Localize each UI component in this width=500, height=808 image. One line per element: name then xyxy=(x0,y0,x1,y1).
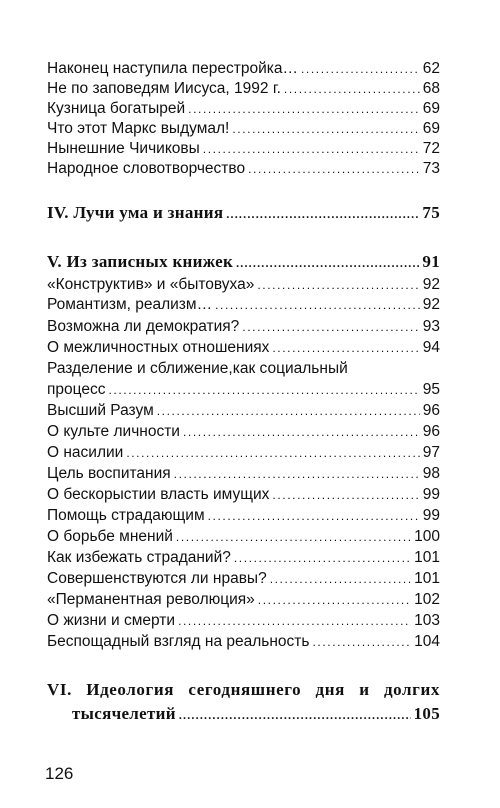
dot-leader xyxy=(108,380,419,400)
toc-entry-page: 95 xyxy=(422,381,440,398)
toc-entry-title: О борьбе мнений xyxy=(47,528,173,545)
page-number: 126 xyxy=(45,764,74,783)
toc-entry-title: Как избежать страданий? xyxy=(47,549,231,566)
section-title-line2: тысячелетий xyxy=(72,704,176,723)
toc-entry-title: Романтизм, реализм… xyxy=(47,296,213,313)
toc-section-heading xyxy=(72,704,440,725)
dot-leader xyxy=(248,159,420,179)
toc-entry xyxy=(47,380,440,400)
section-title: IV. Лучи ума и знания xyxy=(47,203,224,222)
toc-entry-title: Беспощадный взгляд на реальность xyxy=(47,633,310,650)
toc-entry xyxy=(47,59,440,79)
toc-entry xyxy=(47,295,440,315)
toc-entry-title: «Конструктив» и «бытовуха» xyxy=(47,276,255,293)
toc-entry-title: О межличностных отношениях xyxy=(47,339,270,356)
toc-entry-page: 98 xyxy=(422,465,440,482)
toc-entry xyxy=(47,485,440,505)
section-page: 105 xyxy=(413,704,440,723)
dot-leader xyxy=(272,485,419,505)
toc-entry-page: 97 xyxy=(422,444,440,461)
toc-entry-title: О насилии xyxy=(47,444,124,461)
toc-entry xyxy=(47,632,440,652)
toc-entry-page: 101 xyxy=(414,549,440,566)
dot-leader xyxy=(232,119,419,139)
toc-entry-page: 96 xyxy=(422,423,440,440)
toc-entry xyxy=(47,590,440,610)
section-title-line1: VI. Идеология сегодняшнего дня и долгих xyxy=(47,680,440,699)
toc-entry-title: О культе личности xyxy=(47,423,180,440)
toc-entry-title: Цель воспитания xyxy=(47,465,171,482)
toc-entry-page: 103 xyxy=(414,612,440,629)
toc-entry xyxy=(47,119,440,139)
toc-entry-title: Кузница богатырей xyxy=(47,100,186,117)
toc-entry-page: 94 xyxy=(422,339,440,356)
section-title: V. Из записных книжек xyxy=(47,252,234,271)
dot-leader xyxy=(257,275,419,295)
toc-entry-page: 99 xyxy=(422,486,440,503)
toc-entry xyxy=(47,79,440,99)
toc-entry-page: 69 xyxy=(422,120,440,137)
dot-leader xyxy=(301,59,420,79)
toc-entry-page: 101 xyxy=(414,570,440,587)
dot-leader xyxy=(176,527,411,547)
dot-leader xyxy=(174,464,420,484)
toc-entry-page: 104 xyxy=(414,633,440,650)
toc-entry-title: «Перманентная революция» xyxy=(47,591,255,608)
toc-entry-title: Наконец наступила перестройка… xyxy=(47,60,298,77)
toc-entry xyxy=(47,317,440,337)
section-page: 75 xyxy=(422,203,440,222)
toc-entry-title: Помощь страдающим xyxy=(47,507,205,524)
dot-leader xyxy=(215,295,420,315)
dot-leader xyxy=(188,99,420,119)
toc-entry-page: 96 xyxy=(422,402,440,419)
dot-leader xyxy=(234,548,411,568)
toc-entry-page: 62 xyxy=(422,60,440,77)
toc-entry-page: 68 xyxy=(422,80,440,97)
toc-entry xyxy=(47,527,440,547)
dot-leader xyxy=(203,139,420,159)
toc-entry-title: Высший Разум xyxy=(47,402,154,419)
dot-leader xyxy=(208,506,420,526)
dot-leader xyxy=(242,317,419,337)
toc-entry xyxy=(47,548,440,568)
toc-entry-title: Возможна ли демократия? xyxy=(47,318,240,335)
toc-entry-title: Что этот Маркс выдумал! xyxy=(47,120,230,137)
toc-entry xyxy=(47,506,440,526)
toc-entry-page: 69 xyxy=(422,100,440,117)
dot-leader xyxy=(272,338,419,358)
dot-leader xyxy=(284,79,420,99)
toc-entry-page: 93 xyxy=(422,318,440,335)
toc-entry xyxy=(47,569,440,589)
toc-entry xyxy=(47,338,440,358)
toc-entry xyxy=(47,275,440,295)
toc-entry-title: Народное словотворчество xyxy=(47,160,246,177)
toc-section-heading xyxy=(47,203,440,224)
toc-entry xyxy=(47,443,440,463)
dot-leader xyxy=(179,705,411,725)
toc-entry xyxy=(47,99,440,119)
toc-entry-page: 73 xyxy=(422,160,440,177)
toc-entry-page: 102 xyxy=(414,591,440,608)
dot-leader xyxy=(126,443,419,463)
section-page: 91 xyxy=(422,252,440,271)
toc-entry-title: Не по заповедям Иисуса, 1992 г. xyxy=(47,80,281,97)
toc-entry-title: Совершенствуются ли нравы? xyxy=(47,570,267,587)
toc-entry-page: 72 xyxy=(422,140,440,157)
toc-entry-title: Нынешние Чичиковы xyxy=(47,140,200,157)
dot-leader xyxy=(312,632,411,652)
dot-leader xyxy=(183,422,420,442)
dot-leader xyxy=(236,253,419,273)
toc-entry xyxy=(47,611,440,631)
toc-entry xyxy=(47,464,440,484)
toc-entry-title: О жизни и смерти xyxy=(47,612,176,629)
toc-entry-title-line1: Разделение и сближение,как социальный xyxy=(47,360,348,377)
dot-leader xyxy=(226,204,419,224)
toc-entry xyxy=(47,159,440,179)
dot-leader xyxy=(157,401,420,421)
dot-leader xyxy=(270,569,411,589)
toc-entry xyxy=(47,422,440,442)
toc-entry xyxy=(47,401,440,421)
toc-entry xyxy=(47,139,440,159)
toc-entry-page: 100 xyxy=(414,528,440,545)
toc-entry-page: 92 xyxy=(422,296,440,313)
dot-leader xyxy=(178,611,411,631)
toc-entry-page: 92 xyxy=(422,276,440,293)
dot-leader xyxy=(258,590,411,610)
toc-entry-title-line2: процесс xyxy=(47,381,106,398)
toc-entry-title: О бескорыстии власть имущих xyxy=(47,486,270,503)
toc-entry-page: 99 xyxy=(422,507,440,524)
toc-section-heading xyxy=(47,252,440,273)
